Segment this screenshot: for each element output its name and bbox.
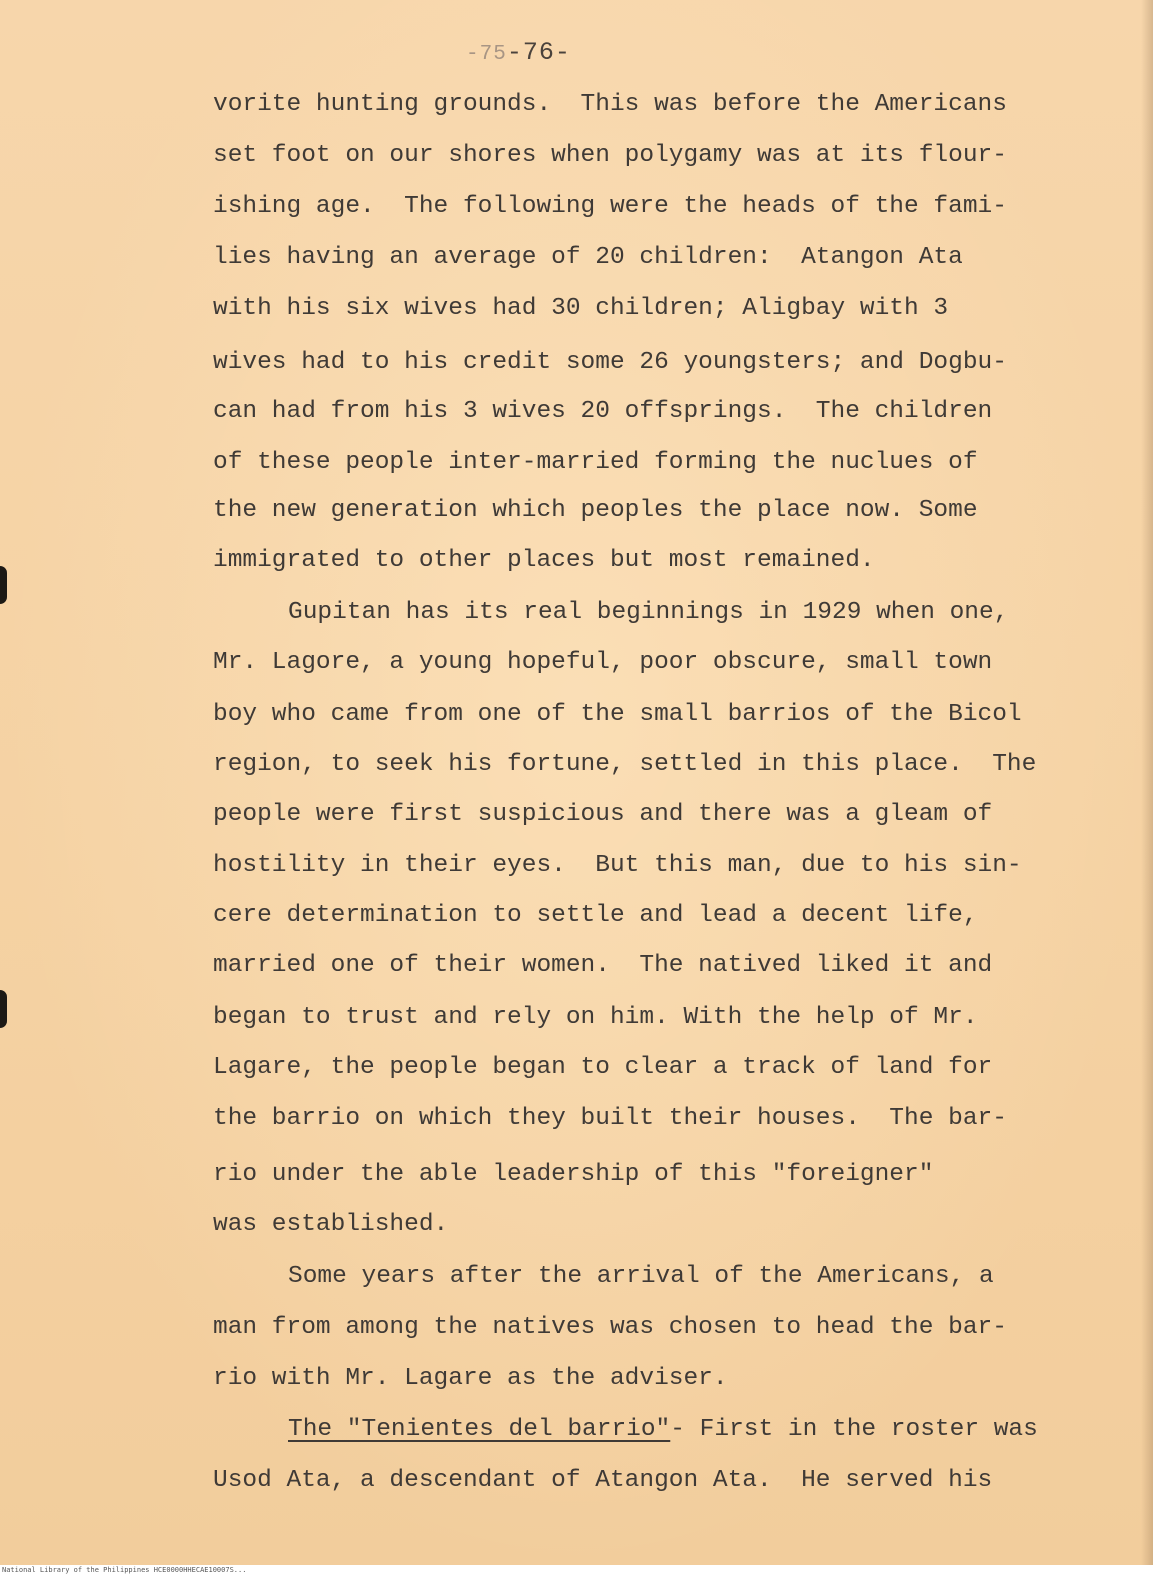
text-line: region, to seek his fortune, settled in this place. The <box>213 751 1037 778</box>
text-line: Mr. Lagore, a young hopeful, poor obscure, small town <box>213 649 993 676</box>
text-line: can had from his 3 wives 20 offsprings. The children <box>213 398 993 425</box>
footer-credit: National Library of the Philippines HCE0000HHECAE10007S... <box>2 1566 247 1574</box>
text-line: of these people inter-married forming the nuclues of <box>213 449 978 476</box>
text-line: vorite hunting grounds. This was before the Americans <box>213 91 1007 118</box>
text-line: wives had to his credit some 26 youngsters; and Dogbu- <box>213 349 1007 376</box>
text-line: rio with Mr. Lagare as the adviser. <box>213 1365 728 1392</box>
text-line: married one of their women. The natived liked it and <box>213 952 993 979</box>
section-line <box>288 1415 1038 1445</box>
text-line: was established. <box>213 1211 449 1238</box>
text-line: the new generation which peoples the place now. Some <box>213 497 978 524</box>
text-line: Usod Ata, a descendant of Atangon Ata. He served his <box>213 1467 993 1494</box>
text-line: people were first suspicious and there was a gleam of <box>213 801 993 828</box>
text-line: the barrio on which they built their houses. The bar- <box>213 1105 1007 1132</box>
page-edge <box>1141 0 1153 1575</box>
text-line: hostility in their eyes. But this man, due to his sin- <box>213 852 1022 879</box>
binding-mark <box>0 566 7 604</box>
text-line: set foot on our shores when polygamy was at its flour- <box>213 142 1007 169</box>
text-line: Some years after the arrival of the Americans, a <box>288 1263 994 1290</box>
text-line: began to trust and rely on him. With the help of Mr. <box>213 1004 978 1031</box>
text-line: Lagare, the people began to clear a track of land for <box>213 1054 993 1081</box>
binding-mark <box>0 990 7 1028</box>
text-line: lies having an average of 20 children: Atangon Ata <box>213 244 963 271</box>
text-line: ishing age. The following were the heads of the fami- <box>213 193 1007 220</box>
text-line: rio under the able leadership of this "foreigner" <box>213 1161 934 1188</box>
page-number <box>466 38 571 67</box>
text-line: with his six wives had 30 children; Aligbay with 3 <box>213 295 949 322</box>
section-heading-continuation: - First in the roster was <box>670 1416 1038 1443</box>
page-number-struck: -75 <box>466 43 507 66</box>
section-heading: The "Tenientes del barrio" <box>288 1416 671 1443</box>
page-number-current: -76- <box>506 38 571 67</box>
text-line: boy who came from one of the small barrios of the Bicol <box>213 701 1022 728</box>
text-line: man from among the natives was chosen to head the bar- <box>213 1314 1007 1341</box>
text-line: immigrated to other places but most remained. <box>213 547 875 574</box>
text-line: cere determination to settle and lead a decent life, <box>213 902 978 929</box>
text-line: Gupitan has its real beginnings in 1929 when one, <box>288 599 1009 626</box>
footer-strip <box>0 1565 1153 1575</box>
